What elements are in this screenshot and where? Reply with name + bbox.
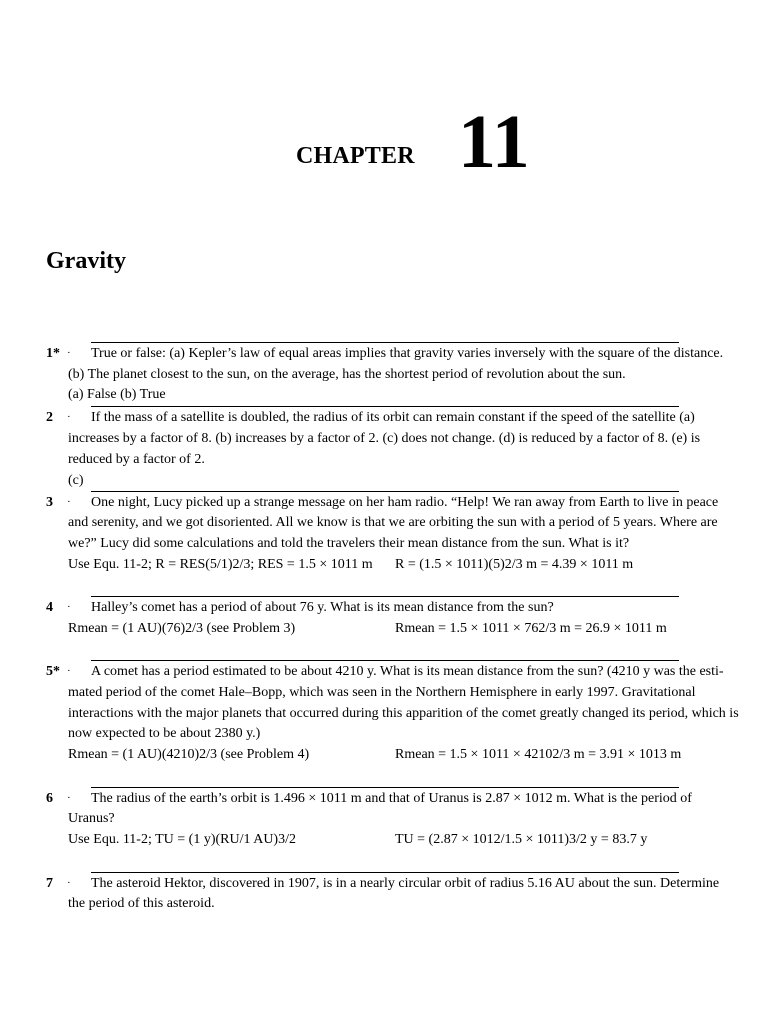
problem-text-line: The radius of the earth’s orbit is 1.496 × 1011 m and that of Uranus is 2.87 × 1012 m. What is the period of bbox=[91, 791, 692, 806]
problem-text-line: now expected to be about 2380 y.) bbox=[68, 726, 261, 741]
solution-right: Rmean = 1.5 × 1011 × 42102/3 m = 3.91 × 1013 m bbox=[395, 747, 682, 762]
bullet-dot: · bbox=[67, 496, 71, 508]
problem-text-line: A comet has a period estimated to be about 4210 y. What is its mean distance from the sun? (4210 y was the esti- bbox=[91, 664, 724, 679]
problem-text-line: The asteroid Hektor, discovered in 1907, is in a nearly circular orbit of radius 5.16 AU about the sun. Determine bbox=[91, 876, 720, 891]
problem-number: 5* bbox=[46, 664, 60, 679]
problem-number: 1* bbox=[46, 346, 60, 361]
problem-text-line: Uranus? bbox=[68, 811, 115, 826]
problem-number: 3 bbox=[46, 495, 53, 510]
problem-answer: (c) bbox=[68, 473, 84, 488]
solution-left: Use Equ. 11-2; TU = (1 y)(RU/1 AU)3/2 bbox=[68, 832, 296, 847]
problem-text-line: True or false: (a) Kepler’s law of equal areas implies that gravity varies inversely with the square of the distance. bbox=[91, 346, 724, 361]
solution-right: R = (1.5 × 1011)(5)2/3 m = 4.39 × 1011 m bbox=[395, 557, 634, 572]
bullet-dot: · bbox=[67, 792, 71, 804]
problem-text-line: reduced by a factor of 2. bbox=[68, 452, 205, 467]
problem-text-line: If the mass of a satellite is doubled, the radius of its orbit can remain constant if the speed of the satellite (a) bbox=[91, 410, 695, 425]
solution-right: Rmean = 1.5 × 1011 × 762/3 m = 26.9 × 1011 m bbox=[395, 621, 667, 636]
solution-left: Use Equ. 11-2; R = RES(5/1)2/3; RES = 1.5 × 1011 m bbox=[68, 557, 373, 572]
chapter-title: Gravity bbox=[46, 248, 126, 274]
problem-number: 7 bbox=[46, 876, 53, 891]
problem-text-line: Halley’s comet has a period of about 76 y. What is its mean distance from the sun? bbox=[91, 600, 554, 615]
chapter-label: CHAPTER bbox=[296, 143, 415, 169]
problem-text-line: One night, Lucy picked up a strange message on her ham radio. “Help! We ran away from Earth to live in peace bbox=[91, 495, 719, 510]
bullet-dot: · bbox=[67, 347, 71, 359]
chapter-number: 11 bbox=[458, 100, 530, 184]
solution-right: TU = (2.87 × 1012/1.5 × 1011)3/2 y = 83.7 y bbox=[395, 832, 648, 847]
problem-text-line: interactions with the major planets that occurred during this apparition of the comet greatly changed its period, which is bbox=[68, 706, 739, 721]
problem-text-line: (b) The planet closest to the sun, on the average, has the shortest period of revolution about the sun. bbox=[68, 367, 626, 382]
problem-text-line: mated period of the comet Hale–Bopp, which was seen in the Northern Hemisphere in early 1997. Gravitational bbox=[68, 685, 696, 700]
problem-text-line: the period of this asteroid. bbox=[68, 896, 215, 911]
bullet-dot: · bbox=[67, 877, 71, 889]
bullet-dot: · bbox=[67, 665, 71, 677]
problem-text-line: increases by a factor of 8. (b) increases by a factor of 2. (c) does not change. (d) is reduced by a factor of 8. (e) is bbox=[68, 431, 701, 446]
solution-left: Rmean = (1 AU)(4210)2/3 (see Problem 4) bbox=[68, 747, 310, 762]
problem-text-line: and serenity, and we got disoriented. All we know is that we are orbiting the sun with a period of 5 years. Where are bbox=[68, 515, 718, 530]
solution-left: Rmean = (1 AU)(76)2/3 (see Problem 3) bbox=[68, 621, 296, 636]
problem-number: 6 bbox=[46, 791, 53, 806]
problem-text-line: we?” Lucy did some calculations and told the travelers their mean distance from the sun. What is it? bbox=[68, 536, 630, 551]
bullet-dot: · bbox=[67, 411, 71, 423]
problem-answer: (a) False (b) True bbox=[68, 387, 166, 402]
problem-number: 4 bbox=[46, 600, 53, 615]
bullet-dot: · bbox=[67, 601, 71, 613]
problem-text-line bbox=[91, 343, 723, 364]
problem-number: 2 bbox=[46, 410, 53, 425]
